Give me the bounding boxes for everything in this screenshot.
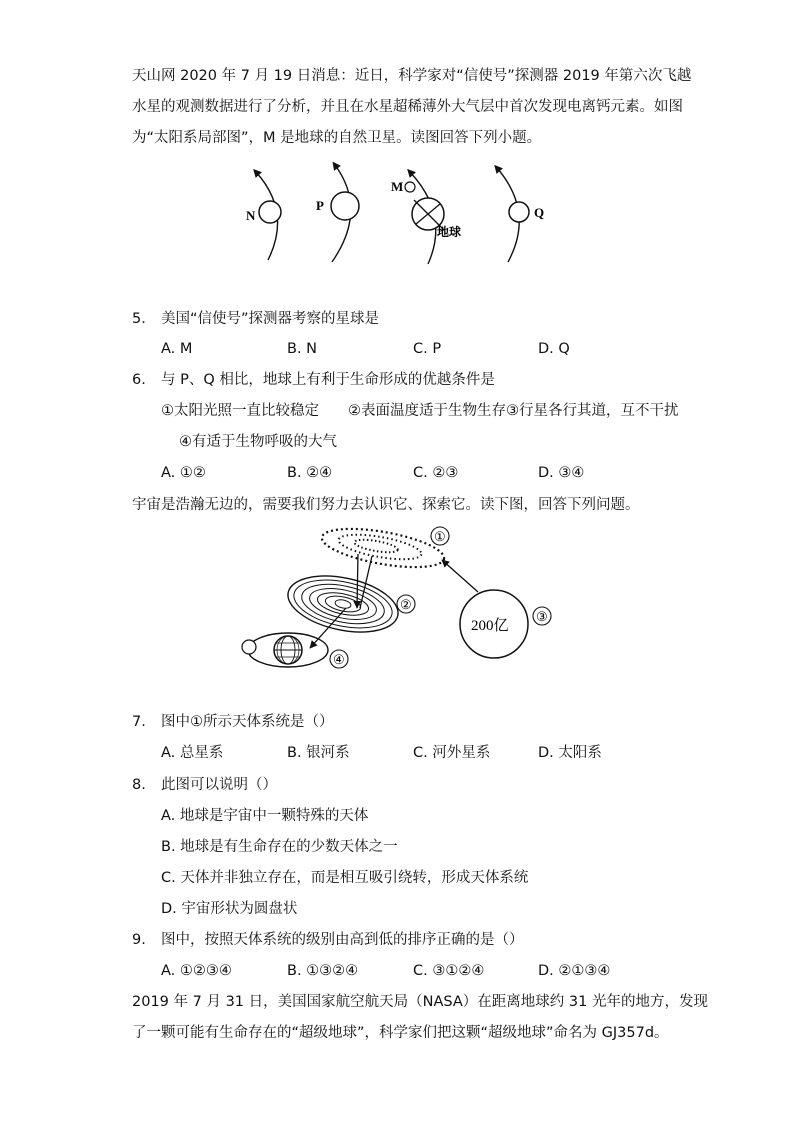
intro3-line-1: 2019 年 7 月 31 日，美国国家航空航天局（NASA）在距离地球约 31 光年的地方，发现 [132,994,708,1010]
q8-number: 8. [132,777,146,793]
label-q: Q [534,205,545,220]
label-circle-4: ④ [333,652,345,667]
q9-option-c[interactable]: C. ③①②④ [413,963,485,979]
planet-q [509,202,529,222]
q7-option-a[interactable]: A. 总星系 [161,745,224,761]
q5-stem: 美国“信使号”探测器考察的星球是 [161,311,380,327]
q9-number: 9. [132,932,146,948]
q7-number: 7. [132,714,146,730]
q6-conditions-line-2: ④有适于生物呼吸的大气 [179,434,337,450]
arrow-3-to-1 [442,560,478,592]
q5-option-a[interactable]: A. M [161,341,193,357]
label-n: N [246,208,256,223]
q7-option-b[interactable]: B. 银河系 [287,745,350,761]
label-earth: 地球 [437,225,462,239]
q6-option-d[interactable]: D. ③④ [538,465,585,481]
planet-p [331,192,359,220]
q8-option-d[interactable]: D. 宇宙形状为圆盘状 [161,901,298,917]
q9-option-d[interactable]: D. ②①③④ [538,963,611,979]
galaxy-dotted-ellipse [319,521,447,574]
intro2-line: 宇宙是浩瀚无边的，需要我们努力去认识它、探索它。读下图，回答下列问题。 [132,497,640,513]
label-circle-2: ② [400,597,412,612]
solar-system-ellipses [283,567,403,641]
q6-option-b[interactable]: B. ②④ [287,465,333,481]
q8-stem: 此图可以说明（） [161,777,277,793]
q9-stem: 图中，按照天体系统的级别由高到低的排序正确的是（） [161,932,524,948]
q5-option-b[interactable]: B. N [287,341,318,357]
planet-n [259,201,281,223]
celestial-systems-figure [0,520,794,680]
label-value: 200亿 [471,618,509,634]
q9-option-a[interactable]: A. ①②③④ [161,963,232,979]
q7-option-d[interactable]: D. 太阳系 [538,745,602,761]
intro-line-2: 水星的观测数据进行了分析，并且在水星超稀薄外大气层中首次发现电离钙元素。如图 [132,99,683,115]
label-p: P [316,198,324,213]
q5-option-d[interactable]: D. Q [538,341,570,357]
label-circle-1: ① [434,529,446,544]
moon-m [405,182,415,192]
q6-option-c[interactable]: C. ②③ [413,465,459,481]
q6-number: 6. [132,372,146,388]
q6-option-a[interactable]: A. ①② [161,465,206,481]
q8-option-a[interactable]: A. 地球是宇宙中一颗特殊的天体 [161,808,369,824]
earth-globe-icon [274,636,302,664]
q5-number: 5. [132,311,146,327]
q7-stem: 图中①所示天体系统是（） [161,714,334,730]
q8-option-b[interactable]: B. 地球是有生命存在的少数天体之一 [161,839,398,855]
intro-line-1: 天山网 2020 年 7 月 19 日消息：近日，科学家对“信使号”探测器 2019 年第六次飞越 [132,68,692,84]
q6-conditions-line-1: ①太阳光照一直比较稳定 ②表面温度适于生物生存③行星各行其道，互不干扰 [161,403,679,419]
intro-line-3: 为“太阳系局部图”，M 是地球的自然卫星。读图回答下列小题。 [132,130,542,146]
q5-option-c[interactable]: C. P [413,341,442,357]
label-circle-3: ③ [536,609,548,624]
q8-option-c[interactable]: C. 天体并非独立存在，而是相互吸引绕转，形成天体系统 [161,870,529,886]
q6-stem: 与 P、Q 相比，地球上有利于生命形成的优越条件是 [161,372,495,388]
intro3-line-2: 了一颗可能有生命存在的“超级地球”，科学家们把这颗“超级地球”命名为 GJ357d。 [132,1025,669,1041]
solar-system-partial-figure [0,160,794,280]
q9-option-b[interactable]: B. ①③②④ [287,963,359,979]
label-m: M [391,179,404,194]
q7-option-c[interactable]: C. 河外星系 [413,745,491,761]
moon-small [242,640,256,654]
